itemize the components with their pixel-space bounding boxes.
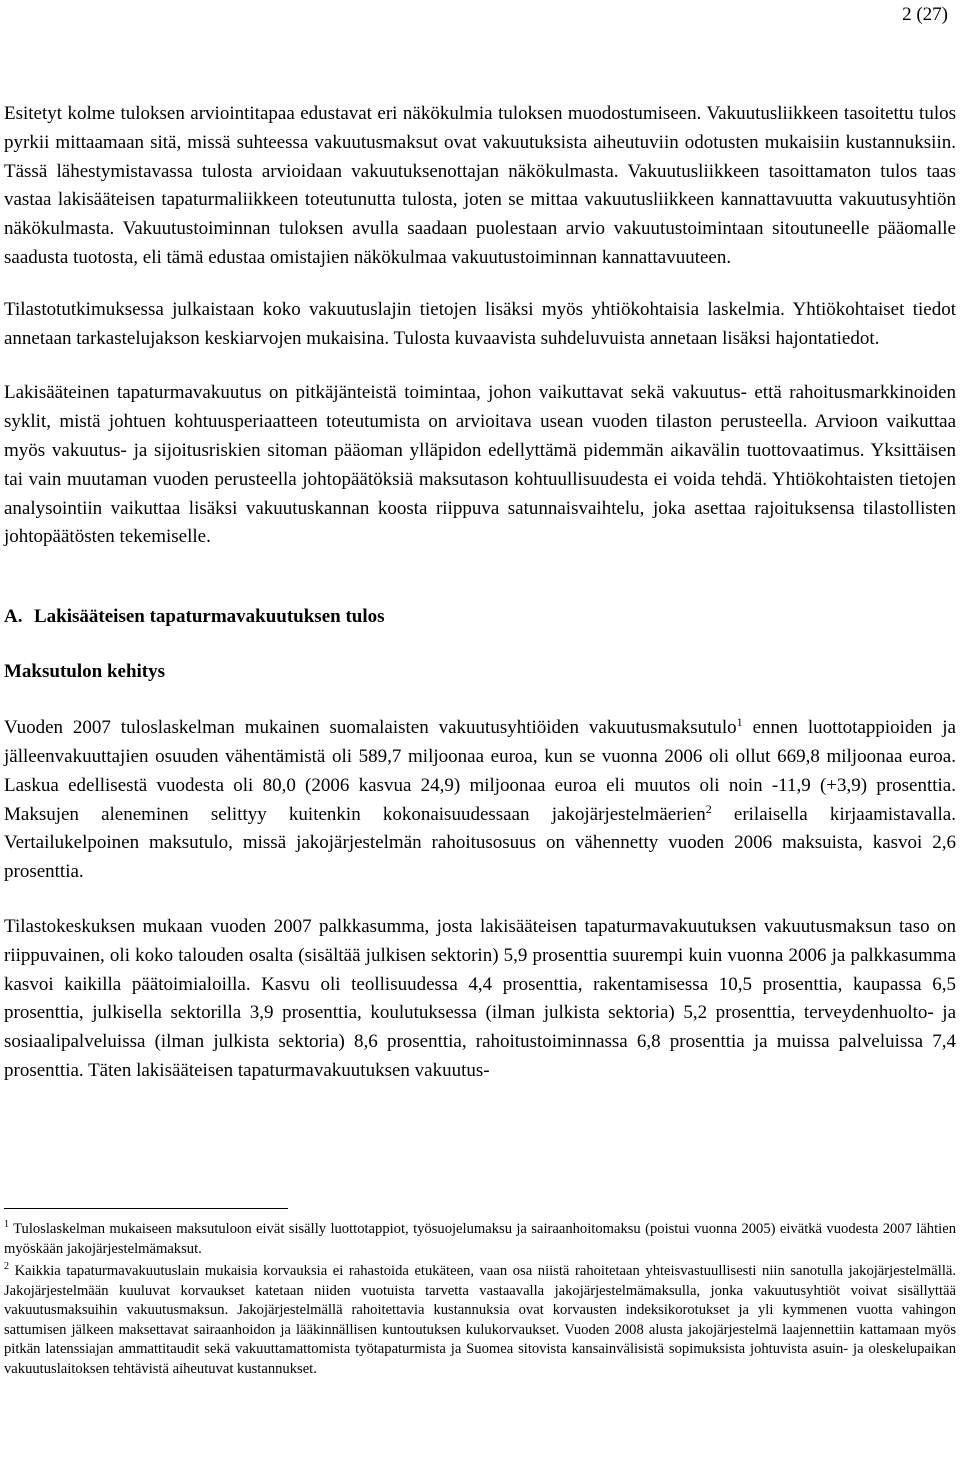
footnote-ref-1: 1 [736, 715, 743, 730]
footnote-separator [4, 1208, 288, 1209]
footnote-1-text: Tuloslaskelman mukaiseen maksutuloon eivät sisälly luottotappiot, työsuojelumaksu ja sairaanhoitomaksu (poistui vuonna 2005) eivätkä vuodesta 2007 lähtien myöskään jakojärjestelmämaksut. [4, 1221, 956, 1257]
paragraph-result-perspectives: Esitetyt kolme tuloksen arviointitapaa edustavat eri näkökulmia tuloksen muodostumiseen. Vakuutusliikkeen tasoitettu tulos pyrkii mittaamaan sitä, missä suhteessa vakuutusmaksut ovat vakuutuksista aiheutuviin odotusten mukaisiin kustannuksiin. Tässä lähestymistavassa tulosta arvioidaan vakuutuksenottajan näkökulmasta. Vakuutusliikkeen tasoittamaton tulos taas vastaa lakisääteisen tapaturmaliikkeen toteutunutta tulosta, joten se mittaa vakuutusliikkeen kannattavuutta vakuutusyhtiön näkökulmasta. Vakuutustoiminnan tuloksen avulla saadaan puolestaan arvio vakuutustoimintaan sitoutuneelle pääomalle saadusta tuotosta, eli tämä edustaa omistajien näkökulmaa vakuutustoiminnan kannattavuuteen. [4, 103, 956, 268]
section-letter: A. [4, 606, 23, 628]
subsection-heading: Maksutulon kehitys [4, 661, 166, 683]
document-body [4, 100, 956, 1086]
paragraph-wage-sum: Tilastokeskuksen mukaan vuoden 2007 palkkasumma, josta lakisääteisen tapaturmavakuutuksen vakuutusmaksun taso on riippuvainen, oli koko talouden osalta (sisältää julkisen sektorin) 5,9 prosenttia suurempi kuin vuonna 2006 ja palkkasumma kasvoi kaikilla päätoimialoilla. Kasvu oli teollisuudessa 4,4 prosenttia, rakentamisessa 10,5 prosenttia, kaupassa 6,5 prosenttia, julkisella sektorilla 3,9 prosenttia, koulutuksessa (ilman julkista sektoria) 5,2 prosenttia, terveydenhuolto- ja sosiaalipalveluissa (ilman julkista sektoria) 8,6 prosenttia, rahoitustoiminnassa 6,8 prosenttia ja muissa palveluissa 7,4 prosenttia. Täten lakisääteisen tapaturmavakuutuksen vakuutus- [4, 915, 956, 1081]
footnote-1 [4, 1220, 956, 1259]
paragraph-premium-income-part-1: Vuoden 2007 tuloslaskelman mukainen suomalaisten vakuutusyhtiöiden vakuutusmaksutulo [4, 717, 737, 739]
section-heading [4, 603, 956, 631]
footnote-2-text: Kaikkia tapaturmavakuutuslain mukaisia korvauksia ei rahastoida etukäteen, vaan osa niistä rahoitetaan yhteisvastuullisesti niin sanotulla jakojärjestelmällä. Jakojärjestelmään kuuluvat korvaukset katetaan niiden vuotuista tarvetta vastaavalla jakojärjestelmämaksulla, jonka vakuutusyhtiöt voivat sisällyttää vakuutusmaksuihin vakuutusmaksun. Jakojärjestelmällä rahoitettavia kustannuksia ovat korvausten indeksikorotukset ja yli kymmenen vuotta vahingon sattumisen jälkeen maksettavat sairaanhoidon ja lääkinnällisen kuntoutuksen kulukorvaukset. Vuoden 2008 alusta jakojärjestelmä laajennettiin kattamaan myös pitkän latenssiajan ammattitaudit sekä vakuuttamattomista työtapaturmista ja Suomea sitovista kansainvälisistä sopimuksista johtuvista asuin- ja oleskelupaikan vakuutuslaitoksen tehtävistä aiheutuvat kustannukset. [4, 1263, 956, 1377]
paragraph-premium-income [4, 714, 956, 887]
footnotes [4, 1220, 956, 1379]
paragraph-premium-income-part-2: ennen luottotappioiden ja jälleenvakuuttajien osuuden vähentämistä oli 589,7 miljoonaa euroa, kun se vuonna 2006 oli ollut 669,8 miljoonaa euroa. Laskua edellisestä vuodesta oli 80,0 (2006 kasvua 24,9) miljoonaa euroa eli muutos oli noin -11,9 (+3,9) prosenttia. Maksujen aleneminen selittyy kuitenkin kokonaisuudessaan jakojärjestelmäerien [4, 717, 956, 825]
page-number: 2 (27) [902, 4, 948, 25]
footnote-2-mark: 2 [4, 1261, 9, 1272]
footnote-2 [4, 1262, 956, 1379]
section-title: Lakisääteisen tapaturmavakuutuksen tulos [34, 606, 385, 628]
footnote-1-mark: 1 [4, 1219, 9, 1230]
paragraph-premium-income-part-3: erilaisella kirjaamistavalla. Vertailukelpoinen maksutulo, missä jakojärjestelmän rahoitusosuus on vähennetty vuoden 2006 maksuista, kasvoi 2,6 prosenttia. [4, 803, 956, 883]
paragraph-company-specific-data: Tilastotutkimuksessa julkaistaan koko vakuutuslajin tietojen lisäksi myös yhtiökohtaisia laskelmia. Yhtiökohtaiset tiedot annetaan tarkastelujakson keskiarvojen mukaisina. Tulosta kuvaavista suhdeluvuista annetaan lisäksi hajontatiedot. [4, 298, 956, 349]
paragraph-long-term-activity: Lakisääteinen tapaturmavakuutus on pitkäjänteistä toimintaa, johon vaikuttavat sekä vakuutus- että rahoitusmarkkinoiden syklit, mistä johtuen kohtuusperiaatteen toteutumista on arvioitava usean vuoden tilaston perusteella. Arvioon vaikuttaa myös vakuutus- ja sijoitusriskien sitoman pääoman ylläpidon edellyttämä pidemmän aikavälin tuottovaatimus. Yksittäisen tai vain muutaman vuoden perusteella johtopäätöksiä maksutason kohtuullisuudesta ei voida tehdä. Yhtiökohtaisten tietojen analysointiin vaikuttaa lisäksi vakuutuskannan koosta riippuva satunnaisvaihtelu, joka asettaa rajoituksensa tilastollisten johtopäätösten tekemiselle. [4, 382, 956, 548]
footnote-ref-2: 2 [705, 801, 712, 816]
